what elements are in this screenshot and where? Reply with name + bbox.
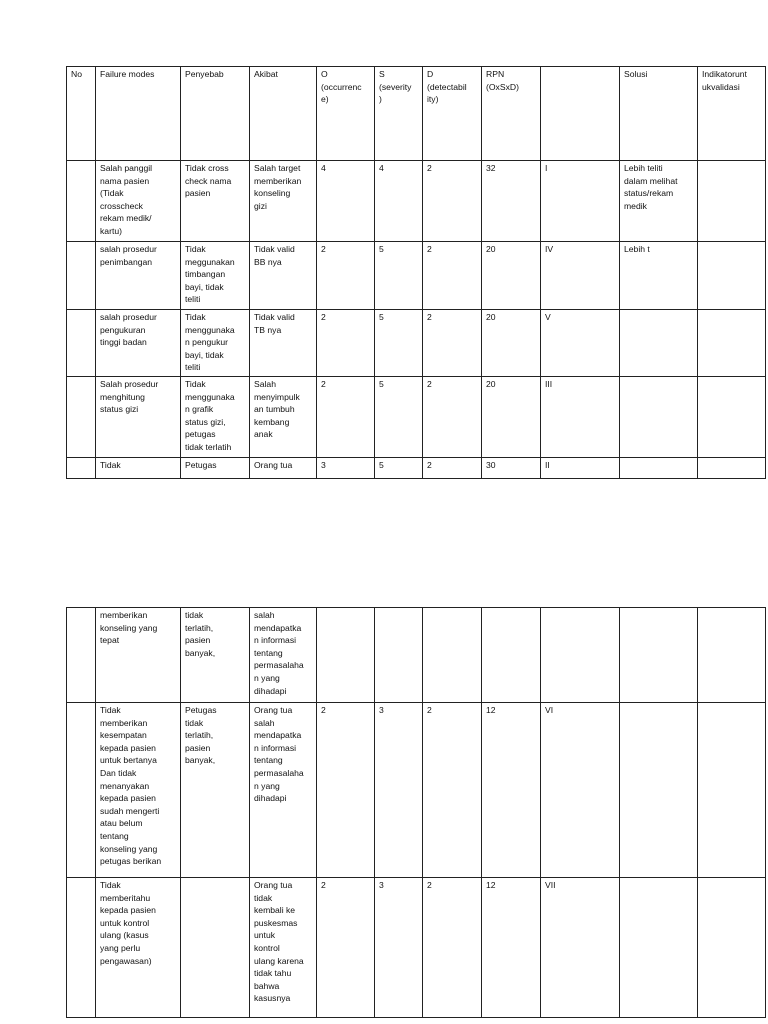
cell-penyebab: Tidak cross check nama pasien xyxy=(181,161,250,242)
cell-no xyxy=(67,377,96,458)
cell-rpn: 32 xyxy=(482,161,541,242)
cell-no xyxy=(67,703,96,878)
cell-penyebab: Petugas xyxy=(181,458,250,479)
cell-indikator xyxy=(698,310,766,377)
cell-solusi: Lebih teliti dalam melihat status/rekam medik xyxy=(620,161,698,242)
cell-occurrence: 3 xyxy=(317,458,375,479)
table-row xyxy=(67,608,766,703)
cell-penyebab xyxy=(181,878,250,1018)
cell-akibat: Tidak valid BB nya xyxy=(250,242,317,310)
header-cell-rpn: RPN (OxSxD) xyxy=(482,67,541,161)
cell-rpn xyxy=(482,608,541,703)
header-cell-detectability: D (detectabil ity) xyxy=(423,67,482,161)
cell-detectability: 2 xyxy=(423,703,482,878)
cell-detectability: 2 xyxy=(423,161,482,242)
cell-akibat: Salah menyimpulk an tumbuh kembang anak xyxy=(250,377,317,458)
cell-occurrence: 2 xyxy=(317,310,375,377)
cell-occurrence: 2 xyxy=(317,878,375,1018)
cell-detectability: 2 xyxy=(423,458,482,479)
cell-no xyxy=(67,878,96,1018)
cell-severity: 5 xyxy=(375,458,423,479)
table-row xyxy=(67,458,766,479)
table-row xyxy=(67,703,766,878)
cell-occurrence: 4 xyxy=(317,161,375,242)
cell-akibat: salah mendapatka n informasi tentang permasalaha n yang dihadapi xyxy=(250,608,317,703)
cell-rpn: 12 xyxy=(482,878,541,1018)
cell-no xyxy=(67,310,96,377)
cell-no xyxy=(67,161,96,242)
cell-severity: 5 xyxy=(375,310,423,377)
header-cell-severity: S (severity ) xyxy=(375,67,423,161)
cell-severity: 5 xyxy=(375,377,423,458)
fmea-table-page-1 xyxy=(66,66,766,479)
table-header-row xyxy=(67,67,766,161)
header-cell-failure-modes: Failure modes xyxy=(96,67,181,161)
cell-severity: 4 xyxy=(375,161,423,242)
cell-indikator xyxy=(698,377,766,458)
cell-severity xyxy=(375,608,423,703)
cell-solusi xyxy=(620,377,698,458)
cell-solusi xyxy=(620,608,698,703)
cell-rpn: 30 xyxy=(482,458,541,479)
cell-no xyxy=(67,242,96,310)
cell-detectability: 2 xyxy=(423,242,482,310)
cell-no xyxy=(67,458,96,479)
cell-penyebab: Tidak menggunaka n pengukur bayi, tidak teliti xyxy=(181,310,250,377)
cell-failure-mode: Tidak xyxy=(96,458,181,479)
cell-penyebab: Petugas tidak terlatih, pasien banyak, xyxy=(181,703,250,878)
cell-solusi xyxy=(620,310,698,377)
cell-detectability xyxy=(423,608,482,703)
cell-failure-mode: salah prosedur pengukuran tinggi badan xyxy=(96,310,181,377)
cell-rank: III xyxy=(541,377,620,458)
cell-indikator xyxy=(698,242,766,310)
cell-penyebab: Tidak meggunakan timbangan bayi, tidak teliti xyxy=(181,242,250,310)
cell-akibat: Orang tua tidak kembali ke puskesmas untuk kontrol ulang karena tidak tahu bahwa kasusnya xyxy=(250,878,317,1018)
cell-occurrence xyxy=(317,608,375,703)
cell-penyebab: tidak terlatih, pasien banyak, xyxy=(181,608,250,703)
cell-rpn: 20 xyxy=(482,377,541,458)
header-cell-occurrence: O (occurrenc e) xyxy=(317,67,375,161)
cell-failure-mode: Tidak memberitahu kepada pasien untuk kontrol ulang (kasus yang perlu pengawasan) xyxy=(96,878,181,1018)
cell-indikator xyxy=(698,608,766,703)
cell-indikator xyxy=(698,878,766,1018)
cell-rank: VII xyxy=(541,878,620,1018)
cell-failure-mode: Salah prosedur menghitung status gizi xyxy=(96,377,181,458)
cell-akibat: Salah target memberikan konseling gizi xyxy=(250,161,317,242)
cell-penyebab: Tidak menggunaka n grafik status gizi, petugas tidak terlatih xyxy=(181,377,250,458)
cell-indikator xyxy=(698,161,766,242)
cell-occurrence: 2 xyxy=(317,242,375,310)
cell-akibat: Orang tua salah mendapatka n informasi tentang permasalaha n yang dihadapi xyxy=(250,703,317,878)
header-cell-akibat: Akibat xyxy=(250,67,317,161)
table-row xyxy=(67,242,766,310)
table-row xyxy=(67,377,766,458)
header-cell-penyebab: Penyebab xyxy=(181,67,250,161)
header-cell-no: No xyxy=(67,67,96,161)
cell-rank: IV xyxy=(541,242,620,310)
cell-indikator xyxy=(698,703,766,878)
cell-akibat: Orang tua xyxy=(250,458,317,479)
cell-rank: VI xyxy=(541,703,620,878)
cell-indikator xyxy=(698,458,766,479)
cell-detectability: 2 xyxy=(423,310,482,377)
table-row xyxy=(67,878,766,1018)
cell-severity: 5 xyxy=(375,242,423,310)
header-cell-rank xyxy=(541,67,620,161)
cell-akibat: Tidak valid TB nya xyxy=(250,310,317,377)
cell-solusi xyxy=(620,878,698,1018)
table-row xyxy=(67,161,766,242)
cell-rank: II xyxy=(541,458,620,479)
cell-rank: I xyxy=(541,161,620,242)
cell-failure-mode: salah prosedur penimbangan xyxy=(96,242,181,310)
cell-severity: 3 xyxy=(375,703,423,878)
cell-solusi xyxy=(620,703,698,878)
header-cell-indikator: Indikatorunt ukvalidasi xyxy=(698,67,766,161)
cell-occurrence: 2 xyxy=(317,377,375,458)
cell-no xyxy=(67,608,96,703)
cell-rank xyxy=(541,608,620,703)
cell-solusi: Lebih t xyxy=(620,242,698,310)
cell-solusi xyxy=(620,458,698,479)
cell-occurrence: 2 xyxy=(317,703,375,878)
cell-failure-mode: memberikan konseling yang tepat xyxy=(96,608,181,703)
cell-detectability: 2 xyxy=(423,377,482,458)
cell-rpn: 12 xyxy=(482,703,541,878)
cell-rpn: 20 xyxy=(482,310,541,377)
fmea-table-page-2 xyxy=(66,607,766,1018)
cell-rank: V xyxy=(541,310,620,377)
cell-severity: 3 xyxy=(375,878,423,1018)
cell-rpn: 20 xyxy=(482,242,541,310)
table-row xyxy=(67,310,766,377)
header-cell-solusi: Solusi xyxy=(620,67,698,161)
cell-failure-mode: Salah panggil nama pasien (Tidak crosscheck rekam medik/ kartu) xyxy=(96,161,181,242)
cell-failure-mode: Tidak memberikan kesempatan kepada pasien untuk bertanya Dan tidak menanyakan kepada pasien sudah mengerti atau belum tentang konseling yang petugas berikan xyxy=(96,703,181,878)
cell-detectability: 2 xyxy=(423,878,482,1018)
